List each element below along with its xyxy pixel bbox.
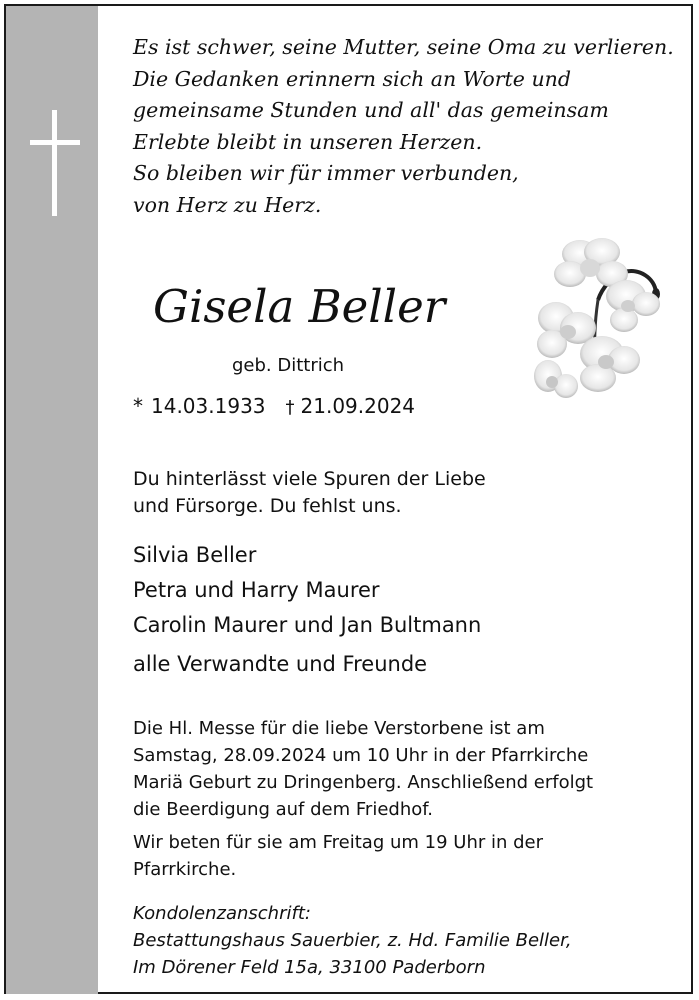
life-dates [133, 393, 415, 421]
relatives-and-friends: alle Verwandte und Freunde [133, 652, 428, 676]
deceased-name: Gisela Beller [153, 280, 446, 333]
mourner-name: Carolin Maurer und Jan Bultmann [133, 613, 482, 637]
mourner-name: Petra und Harry Maurer [133, 578, 380, 602]
poem-line: So bleiben wir für immer verbunden, [133, 161, 519, 185]
poem-line: gemeinsame Stunden und all' das gemeinsam [133, 98, 609, 122]
service-info [133, 715, 593, 883]
condolence-label: Kondolenzanschrift: [133, 903, 311, 924]
maiden-name: geb. Dittrich [232, 355, 345, 376]
service-line: Samstag, 28.09.2024 um 10 Uhr in der Pfarrkirche [133, 745, 589, 766]
orchid-flower-image [528, 236, 668, 402]
condolence-address [133, 900, 572, 981]
service-line: Die Hl. Messe für die liebe Verstorbene ist am [133, 718, 545, 739]
tribute-line: und Fürsorge. Du fehlst uns. [133, 495, 402, 517]
poem-line: Erlebte bleibt in unseren Herzen. [133, 129, 483, 154]
tribute-text [133, 466, 486, 520]
poem [133, 32, 678, 221]
birth-symbol: * [133, 394, 143, 418]
death-date: 21.09.2024 [300, 394, 416, 418]
poem-line: Die Gedanken erinnern sich an Worte und [133, 66, 571, 91]
poem-line: von Herz zu Herz. [133, 192, 322, 217]
birth-date: 14.03.1933 [151, 394, 266, 418]
mourner-name: Silvia Beller [133, 543, 257, 567]
death-symbol: † [285, 397, 295, 418]
prayer-line: Pfarrkirche. [133, 859, 237, 880]
mourners-list [133, 538, 481, 682]
cross-icon [30, 110, 80, 216]
address-line: Bestattungshaus Sauerbier, z. Hd. Familie Beller, [133, 930, 572, 951]
service-line: die Beerdigung auf dem Friedhof. [133, 799, 433, 820]
grey-side-bar [6, 6, 98, 994]
prayer-line: Wir beten für sie am Freitag um 19 Uhr in der [133, 832, 544, 853]
service-line: Mariä Geburt zu Dringenberg. Anschließend erfolgt [133, 772, 594, 793]
address-line: Im Dörener Feld 15a, 33100 Paderborn [133, 957, 486, 978]
tribute-line: Du hinterlässt viele Spuren der Liebe [133, 468, 486, 490]
poem-line: Es ist schwer, seine Mutter, seine Oma zu verlieren. [133, 35, 674, 59]
